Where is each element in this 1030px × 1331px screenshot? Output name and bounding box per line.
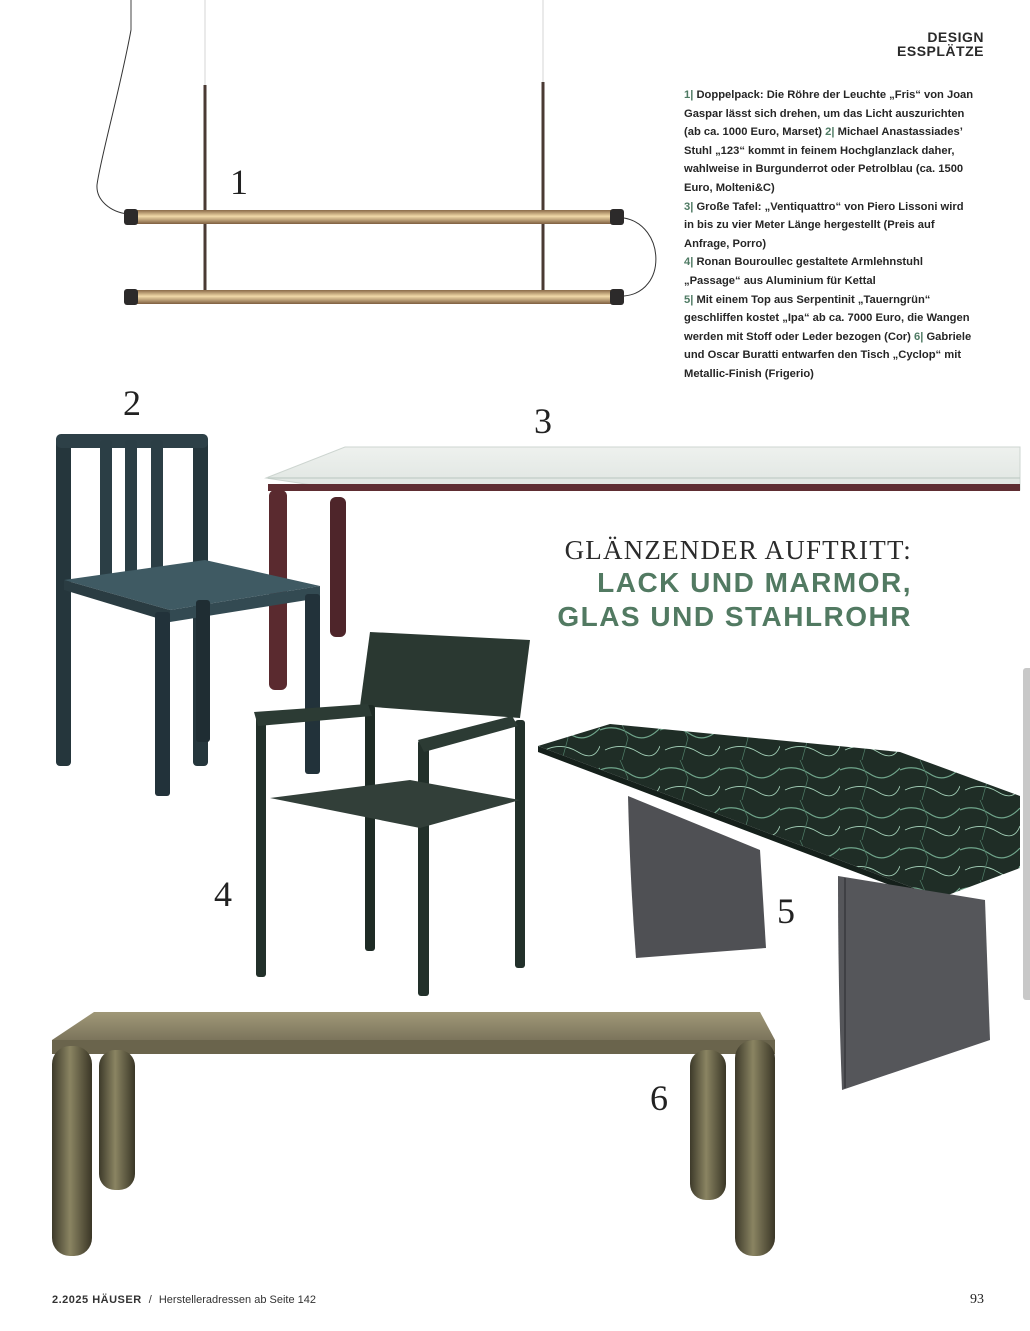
section-label — [897, 30, 984, 58]
caption-text: Michael Anastassiades’ Stuhl „123“ kommt in feinem Hochglanzlack daher, wahlweise in Burgunderrot oder Petrolblau (ca. 1500 Euro, Molteni&C) — [684, 126, 964, 194]
caption-text: Doppelpack: Die Röhre der Leuchte „Fris“ von Joan Gaspar lässt sich drehen, um das Licht auszurichten (ab ca. 1000 Euro, Marset) — [684, 89, 974, 139]
caption-block — [684, 86, 974, 384]
caption-num: 6| — [913, 330, 924, 343]
headline — [557, 534, 912, 634]
caption-text: Gabriele und Oscar Buratti entwarfen den Tisch „Cyclop“ mit Metallic-Finish (Frigerio) — [684, 330, 972, 380]
product-number-5: 5 — [777, 891, 795, 931]
headline-line1: GLÄNZENDER AUFTRITT: — [564, 535, 912, 565]
page-number: 93 — [970, 1292, 984, 1307]
pendant-lamp-illustration — [97, 0, 656, 305]
caption-text: Ronan Bouroullec gestaltete Armlehnstuhl „Passage“ aus Aluminium für Kettal — [684, 256, 923, 287]
caption-num: 3| — [684, 200, 694, 213]
product-number-4: 4 — [214, 874, 232, 914]
footer-separator: / — [148, 1294, 152, 1306]
footer-issue: 2.2025 HÄUSER — [52, 1294, 142, 1306]
armchair-passage-illustration — [254, 632, 530, 996]
footer — [52, 1294, 316, 1306]
caption-num: 2| — [825, 126, 835, 139]
caption-num: 5| — [684, 293, 694, 306]
scrollbar[interactable] — [1023, 668, 1030, 1000]
product-number-2: 2 — [123, 383, 141, 423]
caption-text: Mit einem Top aus Serpentinit „Tauerngrün“ geschliffen kostet „Ipa“ ab ca. 7000 Euro, die Wangen werden mit Stoff oder Leder bezogen (Cor) — [684, 293, 970, 343]
caption-text: Große Tafel: „Ventiquattro“ von Piero Lissoni wird in bis zu vier Meter Länge hergestellt (Preis auf Anfrage, Porro) — [684, 200, 964, 250]
caption-num: 4| — [684, 256, 694, 269]
caption-num: 1| — [684, 89, 694, 101]
headline-line3: GLAS UND STAHLROHR — [557, 601, 912, 632]
product-number-6: 6 — [650, 1078, 668, 1118]
footer-note: Herstelleradressen ab Seite 142 — [158, 1294, 316, 1306]
headline-line2: LACK UND MARMOR, — [597, 567, 912, 598]
section-label-line1: DESIGN — [927, 29, 984, 45]
product-number-3: 3 — [534, 401, 552, 441]
table-cyclop-illustration — [52, 1012, 775, 1256]
section-label-line2: ESSPLÄTZE — [897, 43, 984, 59]
product-number-1: 1 — [230, 162, 248, 202]
